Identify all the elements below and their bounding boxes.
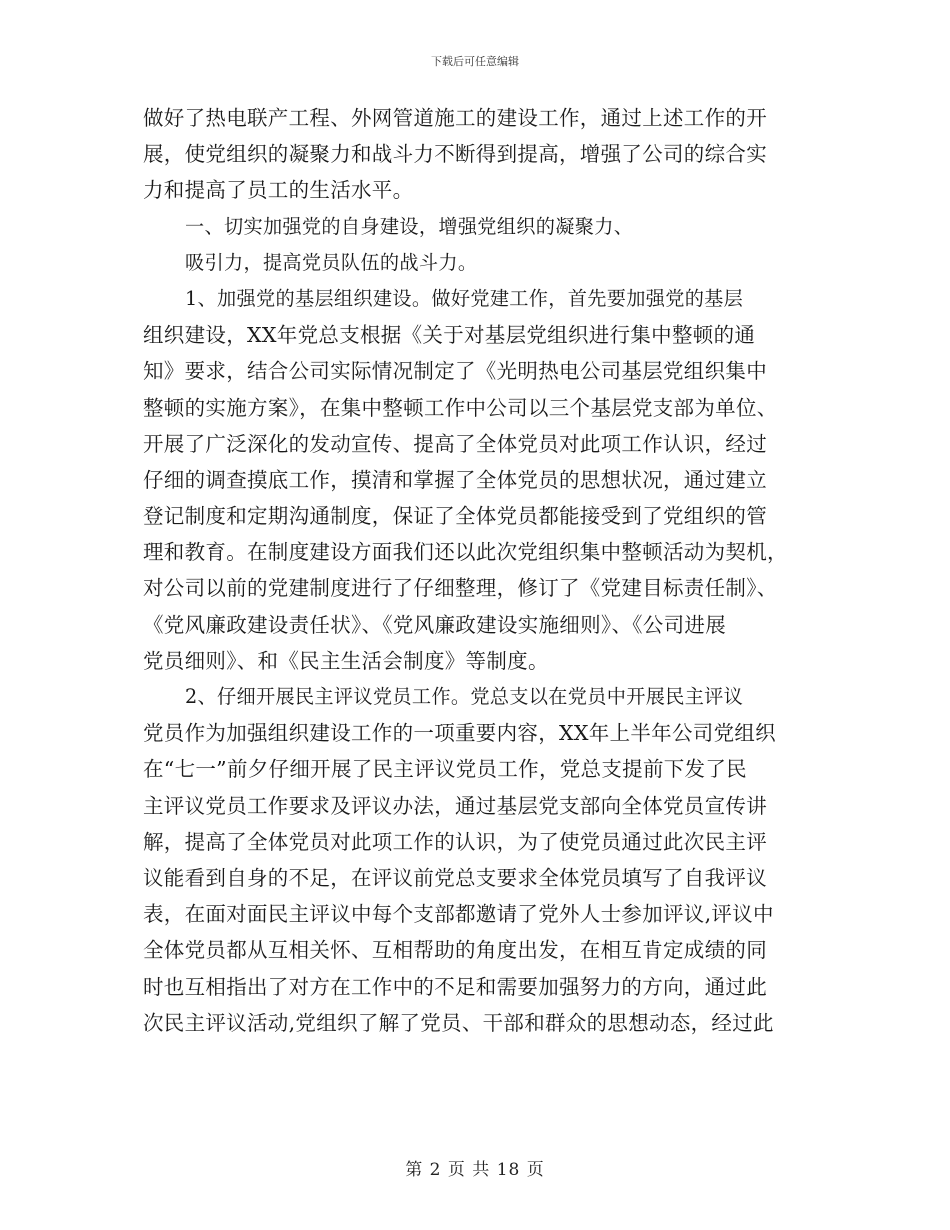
text-line: 全体党员都从互相关怀、互相帮助的角度出发，在相互肯定成绩的同	[143, 938, 767, 963]
text-line: 力和提高了员工的生活水平。	[143, 178, 414, 203]
text-line: 议能看到自身的不足，在评议前党总支要求全体党员填写了自我评议	[143, 865, 767, 890]
text-line: 仔细的调查摸底工作，摸清和掌握了全体党员的思想状况，通过建立	[143, 467, 767, 492]
text-line: 主评议党员工作要求及评议办法，通过基层党支部向全体党员宣传讲	[143, 793, 767, 818]
page-footer: 第 2 页 共 18 页	[405, 1160, 545, 1180]
text-line: 在“七一”前夕仔细开展了民主评议党员工作，党总支提前下发了民	[143, 757, 747, 782]
document-body	[143, 100, 808, 1041]
text-line: 做好了热电联产工程、外网管道施工的建设工作，通过上述工作的开	[143, 106, 767, 130]
text-line: 展，使党组织的凝聚力和战斗力不断得到提高，增强了公司的综合实	[143, 142, 767, 167]
text-line: 次民主评议活动,党组织了解了党员、干部和群众的思想动态，经过此	[143, 1010, 774, 1035]
text-line: 一、切实加强党的自身建设，增强党组织的凝聚力、	[185, 214, 634, 238]
text-line: 整顿的实施方案》，在集中整顿工作中公司以三个基层党支部为单位、	[143, 395, 778, 420]
text-line: 1、加强党的基层组织建设。做好党建工作，首先要加强党的基层	[185, 286, 744, 310]
text-line: 知》要求，结合公司实际情况制定了《光明热电公司基层党组织集中	[143, 359, 767, 384]
text-line: 理和教育。在制度建设方面我们还以此次党组织集中整顿活动为契机，	[143, 540, 788, 565]
text-line: 登记制度和定期沟通制度，保证了全体党员都能接受到了党组织的管	[143, 504, 767, 529]
text-line: 对公司以前的党建制度进行了仔细整理，修订了《党建目标责任制》、	[143, 576, 778, 601]
text-line: 解，提高了全体党员对此项工作的认识，为了使党员通过此次民主评	[143, 829, 767, 854]
text-line: 2、仔细开展民主评议党员工作。党总支以在党员中开展民主评议	[185, 685, 744, 708]
text-line: 党员细则》、和《民主生活会制度》等制度。	[143, 648, 549, 673]
text-line: 表，在面对面民主评议中每个支部都邀请了党外人士参加评议,评议中	[143, 902, 774, 927]
text-line: 党员作为加强组织建设工作的一项重要内容，XX年上半年公司党组织	[143, 721, 776, 746]
text-line: 《党风廉政建设责任状》、《党风廉政建设实施细则》、《公司进展	[143, 612, 726, 637]
page-header: 下载后可任意编辑	[431, 55, 519, 68]
text-line: 开展了广泛深化的发动宣传、提高了全体党员对此项工作认识，经过	[143, 431, 767, 456]
text-line: 时也互相指出了对方在工作中的不足和需要加强努力的方向，通过此	[143, 974, 767, 999]
text-line: 吸引力，提高党员队伍的战斗力。	[185, 250, 478, 274]
text-line: 组织建设，XX年党总支根据《关于对基层党组织进行集中整顿的通	[143, 323, 756, 348]
